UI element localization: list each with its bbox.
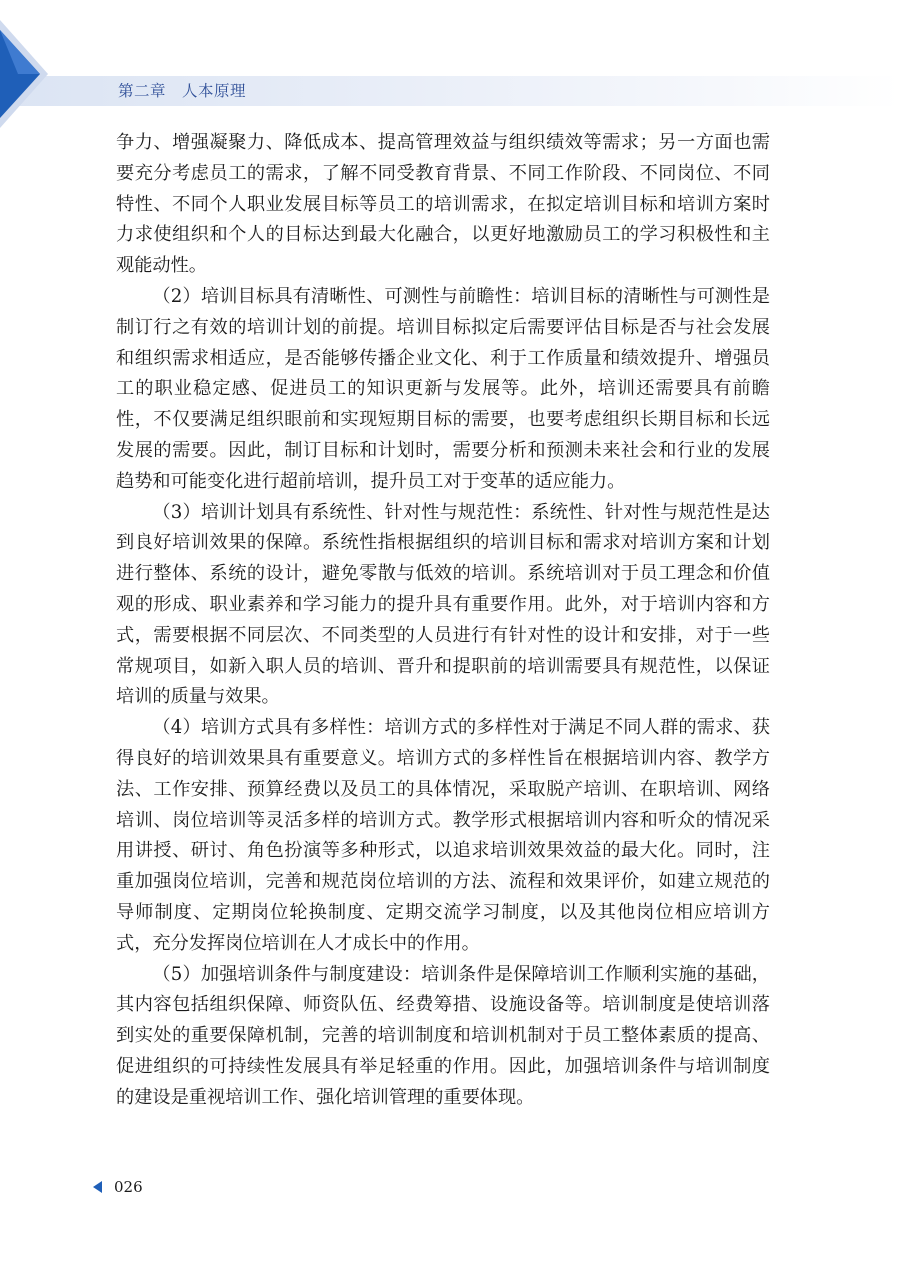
paragraph-5: （5）加强培训条件与制度建设：培训条件是保障培训工作顺利实施的基础，其内容包括组织保障、师资队伍、经费筹措、设施设备等。培训制度是使培训落到实处的重要保障机制，完善的培训制度和培训机制对于员工整体素质的提高、促进组织的可持续性发展具有举足轻重的作用。因此，加强培训条件与培训制度的建设是重视培训工作、强化培训管理的重要体现。 xyxy=(116,963,770,1108)
paragraph-4: （4）培训方式具有多样性：培训方式的多样性对于满足不同人群的需求、获得良好的培训效果具有重要意义。培训方式的多样性旨在根据培训内容、教学方法、工作安排、预算经费以及员工的具体情况，采取脱产培训、在职培训、网络培训、岗位培训等灵活多样的培训方式。教学形式根据培训内容和听众的情况采用讲授、研讨、角色扮演等多种形式，以追求培训效果效益的最大化。同时，注重加强岗位培训，完善和规范岗位培训的方法、流程和效果评价，如建立规范的导师制度、定期岗位轮换制度、定期交流学习制度，以及其他岗位相应培训方式，充分发挥岗位培训在人才成长中的作用。 xyxy=(116,717,770,954)
body-text xyxy=(116,128,770,1114)
chapter-title: 第二章 人本原理 xyxy=(118,82,247,100)
paragraph-1: 争力、增强凝聚力、降低成本、提高管理效益与组织绩效等需求；另一方面也需要充分考虑员工的需求，了解不同受教育背景、不同工作阶段、不同岗位、不同特性、不同个人职业发展目标等员工的培训需求，在拟定培训目标和培训方案时力求使组织和个人的目标达到最大化融合，以更好地激励员工的学习积极性和主观能动性。 xyxy=(116,132,770,277)
page-footer xyxy=(93,1176,143,1198)
page-number: 026 xyxy=(114,1178,143,1196)
paragraph-3: （3）培训计划具有系统性、针对性与规范性：系统性、针对性与规范性是达到良好培训效果的保障。系统性指根据组织的培训目标和需求对培训方案和计划进行整体、系统的设计，避免零散与低效的培训。系统培训对于员工理念和价值观的形成、职业素养和学习能力的提升具有重要作用。此外，对于培训内容和方式，需要根据不同层次、不同类型的人员进行有针对性的设计和安排，对于一些常规项目，如新入职人员的培训、晋升和提职前的培训需要具有规范性，以保证培训的质量与效果。 xyxy=(116,501,770,708)
corner-decoration xyxy=(0,0,60,130)
page-arrow-icon xyxy=(93,1181,102,1193)
paragraph-2: （2）培训目标具有清晰性、可测性与前瞻性：培训目标的清晰性与可测性是制订行之有效的培训计划的前提。培训目标拟定后需要评估目标是否与社会发展和组织需求相适应，是否能够传播企业文化、利于工作质量和绩效提升、增强员工的职业稳定感、促进员工的知识更新与发展等。此外，培训还需要具有前瞻性，不仅要满足组织眼前和实现短期目标的需要，也要考虑组织长期目标和长远发展的需要。因此，制订目标和计划时，需要分析和预测未来社会和行业的发展趋势和可能变化进行超前培训，提升员工对于变革的适应能力。 xyxy=(116,285,770,492)
